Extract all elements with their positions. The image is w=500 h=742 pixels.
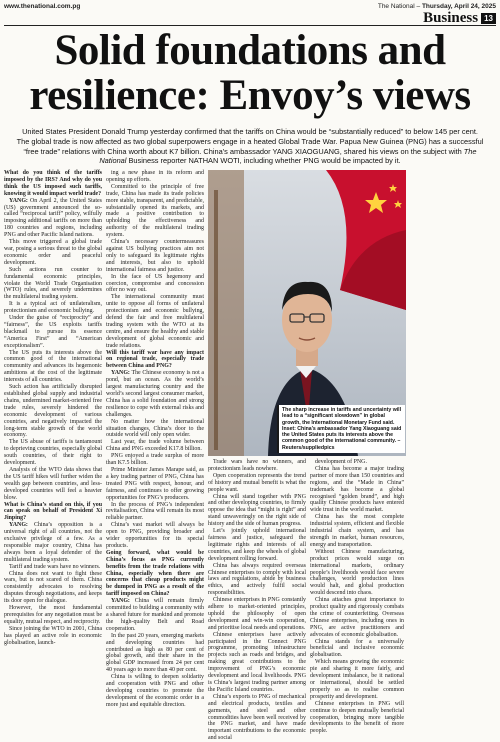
body-paragraph: China has always required overseas Chinese enterprises to comply with local laws and regulations, abide by business ethics, and actively fulfil social responsibilities. [208,562,306,597]
body-paragraph: China has become a major trading partner of more than 150 countries and regions, and the “Made in China” trademark has become a global recognised “golden brand”, and high quality Chinese products have entered wide trust in the world market. [310,465,404,514]
body-paragraph: No matter how the international situation changes, China’s door to the outside world will only open wider. [106,418,204,439]
article-column-2 [106,170,204,712]
body-paragraph: Last year, the trade volume between China and PNG exceeded K17.8 billion. [106,439,204,453]
body-paragraph: The US puts its interests above the common good of the international community and advances its hegemonic ambitions at the cost of the legitimate interests of all countries. [4,349,102,384]
body-paragraph: However, the most fundamental prerequisites for any negotiation must be equality, mutual respect, and reciprocity. [4,605,102,625]
body-paragraph: China’s necessary countermeasures against US bullying practices aim not only to safeguard its legitimate rights and interests, but also to uphold international fairness and justice. [106,239,204,273]
body-paragraph: Chinese enterprises in PNG will continue to deepen mutually beneficial cooperation, bringing more tangible developments to the benefit of more people. [310,700,404,735]
body-paragraph: This move triggered a global trade war, posing a serious threat to the global economic order and peaceful development. [4,239,102,266]
standfirst-text-a: United States President Donald Trump yesterday confirmed that the tariffs on China would be “substantially reduced” to below 145 per cent. The global trade is now affected as two global superpowers engage in a heated Global Trade War. Papua New Guinea (PNG) has a successful “free trade” relations with China worth about K7 billion. China’s ambassador YANG XIAOGUANG, shared his views on the subject with [16,127,484,156]
body-paragraph: Such actions run counter to fundamental economic principles, violate the World Trade Organisation (WTO) rules, and severely undermines the multilateral trading system. [4,266,102,301]
body-paragraph: The international community must unite to oppose all forms of unilateral protectionism and economic bullying, defend the fair and free multilateral trading system with the WTO at its centre, and ensure the healthy and stable development of global economic and trade relations. [106,294,204,349]
body-paragraph: In the process of PNG’s independent revitalisation, China will remain its most reliable partner. [106,501,204,522]
body-paragraph: China attaches great importance to product quality and rigorously combats the crime of counterfeiting. Overseas Chinese enterprises, including ones in PNG, are active practitioners and advocates of economic globalisation. [310,597,404,638]
body-paragraph: Open cooperation represents the trend of history and mutual benefit is what the people want. [208,472,306,493]
dateline: The National – Thursday, April 24, 2025 [377,3,496,10]
page-number: 13 [481,13,496,24]
article-column-4 [310,459,404,735]
body-paragraph: PNG enjoyed a trade surplus of more than K7.5 billion. [106,453,204,467]
interview-answer: YANG: China’s opposition is a universal right of all countries, not the exclusive privilege of a few. As a responsible major country, China has always been a loyal defender of the multilateral trading system. [4,522,102,563]
header-rule [4,25,496,26]
body-paragraph: China will stand together with PNG and other developing countries, to firmly oppose the idea that “might is right” and stand unwaveringly on the right side of history and the side of human progress. [208,493,306,528]
speaker-label: YANG: [111,370,130,377]
body-paragraph: Trade wars have no winners, and protectionism leads nowhere. [208,459,306,472]
body-paragraph: Since joining the WTO in 2001, China has played an active role in economic globalisation, launch- [4,625,102,646]
headline [0,28,500,118]
body-paragraph: The US abuse of tariffs is tantamount to deprieving countries, especially global south countries, of their right to development. [4,439,102,467]
issue-date: Thursday, April 24, 2025 [421,3,496,10]
body-paragraph: In the past 20 years, emerging markets and developing countries had contributed as high as 80 per cent of global growth, and their share in the global GDP increased from 24 per cent 40 years ago to more than 40 per cent. [106,632,204,674]
body-paragraph: China does not want to fight these wars, but is not scared of them. China consistently advocates to resolving disputes through negotiations, and keeps its door open for dialogue. [4,570,102,605]
body-paragraph: It is a typical act of unilateralism, protectionism and economic bullying. [4,301,102,315]
section-label [423,11,496,25]
headline-line-2: resilience: Envoy’s views [29,72,471,119]
photo-caption: The sharp increase in tariffs and uncertainty will lead to a “significant slowdown” in global growth, the International Monetary Fund said. Inset: China’s ambassador Yang Xiaoguang said the United States puts its interests above the common good of the international community. – Reuters/suppliedpics [277,405,405,453]
interview-question: What do you think of the tariffs imposed by the IRS? And why do you think the US imposed such tariffs, knowing it would impact world trade? [4,170,102,197]
body-paragraph: Chinese enterprises in PNG constantly adhere to market-oriented principles, uphold the philosophy of open development and win-win cooperation, and prioritise local needs and operations. [208,597,306,631]
interview-question: What is China’s stand on this, if you can speak on behalf of President Xi Jinping? [4,501,102,522]
paper-name: The National [377,3,415,10]
speaker-label: YANG: [9,197,28,204]
body-paragraph: Chinese enterprises have actively participated in the Connect PNG programme, promoting infrastructure projects such as roads and bridges, and making great contributions to the improvement of PNG’s economic development and local livelihoods. PNG is China’s largest trading partner among the Pacific Island countries. [208,631,306,693]
body-paragraph: China has the most complete industrial system, efficient and flexible industrial chain system, and has strength in market, human resources, energy and transportation. [310,514,404,548]
section-name: Business [423,9,479,26]
body-paragraph: In the face of US hegemony and coercion, compromise and concession offer no way out. [106,273,204,294]
body-paragraph: Prime Minister James Marape said, as a key trading partner of PNG, China has treated PNG with respect, honour, and fairness, and continues to offer growing opportunities for PNG’s producers. [106,466,204,501]
body-paragraph: China’s vast market will always be open to PNG, providing broader and wider opportunities for its special products. [106,522,204,549]
standfirst [16,127,484,166]
body-paragraph: ing a new phase in its reform and opening up efforts. [106,170,204,183]
standfirst-text-b: Business reporter NATHAN WOTI, including whether PNG would be impacted by it. [126,156,401,166]
article-column-1 [4,170,102,712]
headline-line-1: Solid foundations and [54,27,446,74]
body-paragraph: Let’s jointly uphold international fairness and justice, safeguard the legitimate rights and interests of all countries, and keep the wheels of global development rolling forward. [208,528,306,562]
interview-answer: YANG: On April 2, the United States (US) government announced the so-called “reciprocal tariff” policy, wilfully imposing additional tariffs on more than 180 countries and regions, including PNG and other Pacific Island nations. [4,197,102,239]
speaker-label: YANG: [111,598,130,605]
body-paragraph: Tariff and trade wars have no winners. [9,563,101,570]
interview-answer: YANG: China will remain firmly committed to building a community with a shared future for mankind and promote the high-quality Belt and Road cooperation. [106,598,204,632]
body-paragraph: China stands for a universally beneficial and inclusive economic globalisation. [310,638,404,659]
body-paragraph: Committed to the principle of free trade, China has made its trade policies more stable, transparent, and predictable, substantially opened its markets, and made a positive contribution to upholding the effectiveness and authority of the multilateral trading system. [106,183,204,239]
body-paragraph: China is willing to deepen solidarity and cooperation with PNG and other developing countries to promote the development of the economic order in a more just and equitable direction. [106,674,204,708]
body-paragraph: China’s exports to PNG of mechanical and electrical products, textiles and garments, and steel and other commodities have been well received by the PNG market, and have made important contributions to the economic and social [208,693,306,742]
article-column-3 [208,459,306,742]
speaker-label: YANG: [9,522,28,529]
interview-question: Will this tariff war have any impact on regional trade, especially trade between China and PNG? [106,349,204,370]
body-paragraph: Under the guise of “reciprocity” and “fairness”, the US exploits tariffs blackmail to pursue its essence “America First” and “American exceptionalism”. [4,315,102,349]
interview-answer: YANG: The Chinese economy is not a pond, but an ocean. As the world’s largest manufacturing country and the world’s second largest consumer market, China has a solid foundation and strong resilience to cope with external risks and challenges. [106,370,204,418]
standfirst-paper-name: The National [99,146,477,166]
body-paragraph: Which means growing the economic pie and sharing it more fairly, and development imbalance, be it national or international, should be settled properly so as to realise common prosperity and development. [310,659,404,700]
body-paragraph: Without Chinese manufacturing, product prices would surge on international markets, ordinary people’s livelihoods would face severe challenges, world production lines would halt, and global production would descend into chaos. [310,548,404,597]
interview-question: Going forward, what would be China’s focus as PNG currently benefits from the trade relations with China, especially when there are concerns that cheap products might be dumped in PNG as a result of the tariff imposed on China? [106,549,204,598]
body-paragraph: Analysis of the WTO data shows that the US tariff hikes will further widen the wealth gap between countries, and less-developed countries will feel a heavier blow. [4,466,102,501]
body-paragraph: development of PNG. [315,459,367,465]
site-url[interactable]: www.thenational.com.pg [4,3,81,10]
body-paragraph: Such action has artificially disrupted established global supply and industrial chains, undermined market-oriented free trade rules, severely hindered the economic development of various countries, and negatively impacted the long-term stable growth of the world economy. [4,384,102,439]
